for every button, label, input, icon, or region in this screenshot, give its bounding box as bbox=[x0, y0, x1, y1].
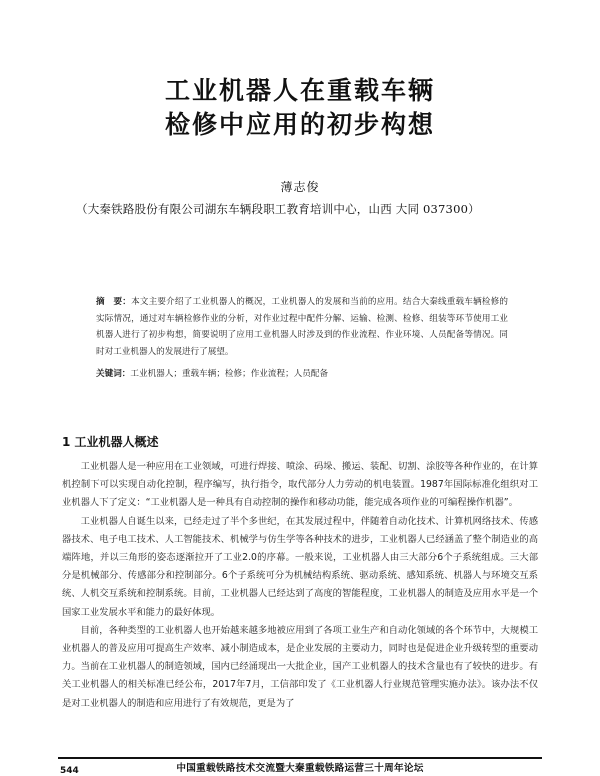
author-affiliation: （大秦铁路股份有限公司湖东车辆段职工教育培训中心，山西 大同 037300） bbox=[76, 202, 480, 216]
keywords bbox=[96, 366, 516, 382]
title-line-1: 工业机器人在重载车辆 bbox=[164, 76, 435, 105]
abstract bbox=[96, 294, 508, 360]
body-paragraph: 工业机器人自诞生以来，已经走过了半个多世纪，在其发展过程中，伴随着自动化技术、计算机网络技术、传感器技术、电子电工技术、人工智能技术、机械学与仿生学等各种技术的进步，工业机器人已经涵盖了整个制造业的高端阵地，并以三角形的姿态逐渐拉开了工业2.0的序幕。一般来说，工业机器人由三大部分6个子系统组成。三大部分是机械部分、传感部分和控制部分。6个子系统可分为机械结构系统、驱动系统、感知系统、机器人与环境交互系统、人机交互系统和控制系统。目前，工业机器人已经达到了高度的智能程度，工业机器人的制造及应用水平是一个国家工业发展水平和能力的最好体现。 bbox=[62, 515, 538, 618]
author-name: 薄志俊 bbox=[280, 180, 320, 194]
abstract-text: 本文主要介绍了工业机器人的概况，工业机器人的发展和当前的应用。结合大秦线重载车辆检修的实际情况，通过对车辆检修作业的分析，对作业过程中配件分解、运输、检测、检修、组装等环节使用工业机器人进行了初步构想，简要说明了应用工业机器人时涉及到的作业流程、作业环境、人员配备等情况。同时对工业机器人的发展进行了展望。 bbox=[96, 297, 508, 357]
body-paragraph: 目前，各种类型的工业机器人也开始越来越多地被应用到了各项工业生产和自动化领域的各个环节中，大规模工业机器人的普及应用可提高生产效率、减小制造成本，是企业发展的主要动力，同时也是促进企业升级转型的重要动力。当前在工业机器人的制造领域，国内已经涌现出一大批企业，国产工业机器人的技术含量也有了较快的进步。有关工业机器人的相关标准已经公布，2017年7月，工信部印发了《工业机器人行业规范管理实施办法》。该办法不仅是对工业机器人的制造和应用进行了有效规范，更是为了 bbox=[62, 624, 538, 709]
footer-divider bbox=[58, 757, 542, 759]
keywords-text: 工业机器人；重载车辆；检修；作业流程；人员配备 bbox=[130, 369, 329, 379]
footer-conference-title: 中国重载铁路技术交流暨大秦重载铁路运营三十周年论坛 bbox=[176, 763, 424, 774]
page-number: 544 bbox=[60, 766, 79, 776]
keywords-label: 关键词： bbox=[96, 369, 131, 379]
section-body bbox=[62, 458, 538, 713]
abstract-label: 摘 要： bbox=[96, 297, 132, 307]
title-line-2: 检修中应用的初步构想 bbox=[164, 110, 435, 139]
article-title bbox=[0, 74, 600, 142]
section-heading: 1 工业机器人概述 bbox=[62, 435, 159, 449]
body-paragraph: 工业机器人是一种应用在工业领域，可进行焊接、喷涂、码垛、搬运、装配、切割、涂胶等各种作业的，在计算机控制下可以实现自动化控制，程序编写，执行指令，取代部分人力劳动的机电装置。1987年国际标准化组织对工业机器人下了定义：“工业机器人是一种具有自动控制的操作和移动功能，能完成各项作业的可编程操作机器”。 bbox=[62, 461, 538, 509]
